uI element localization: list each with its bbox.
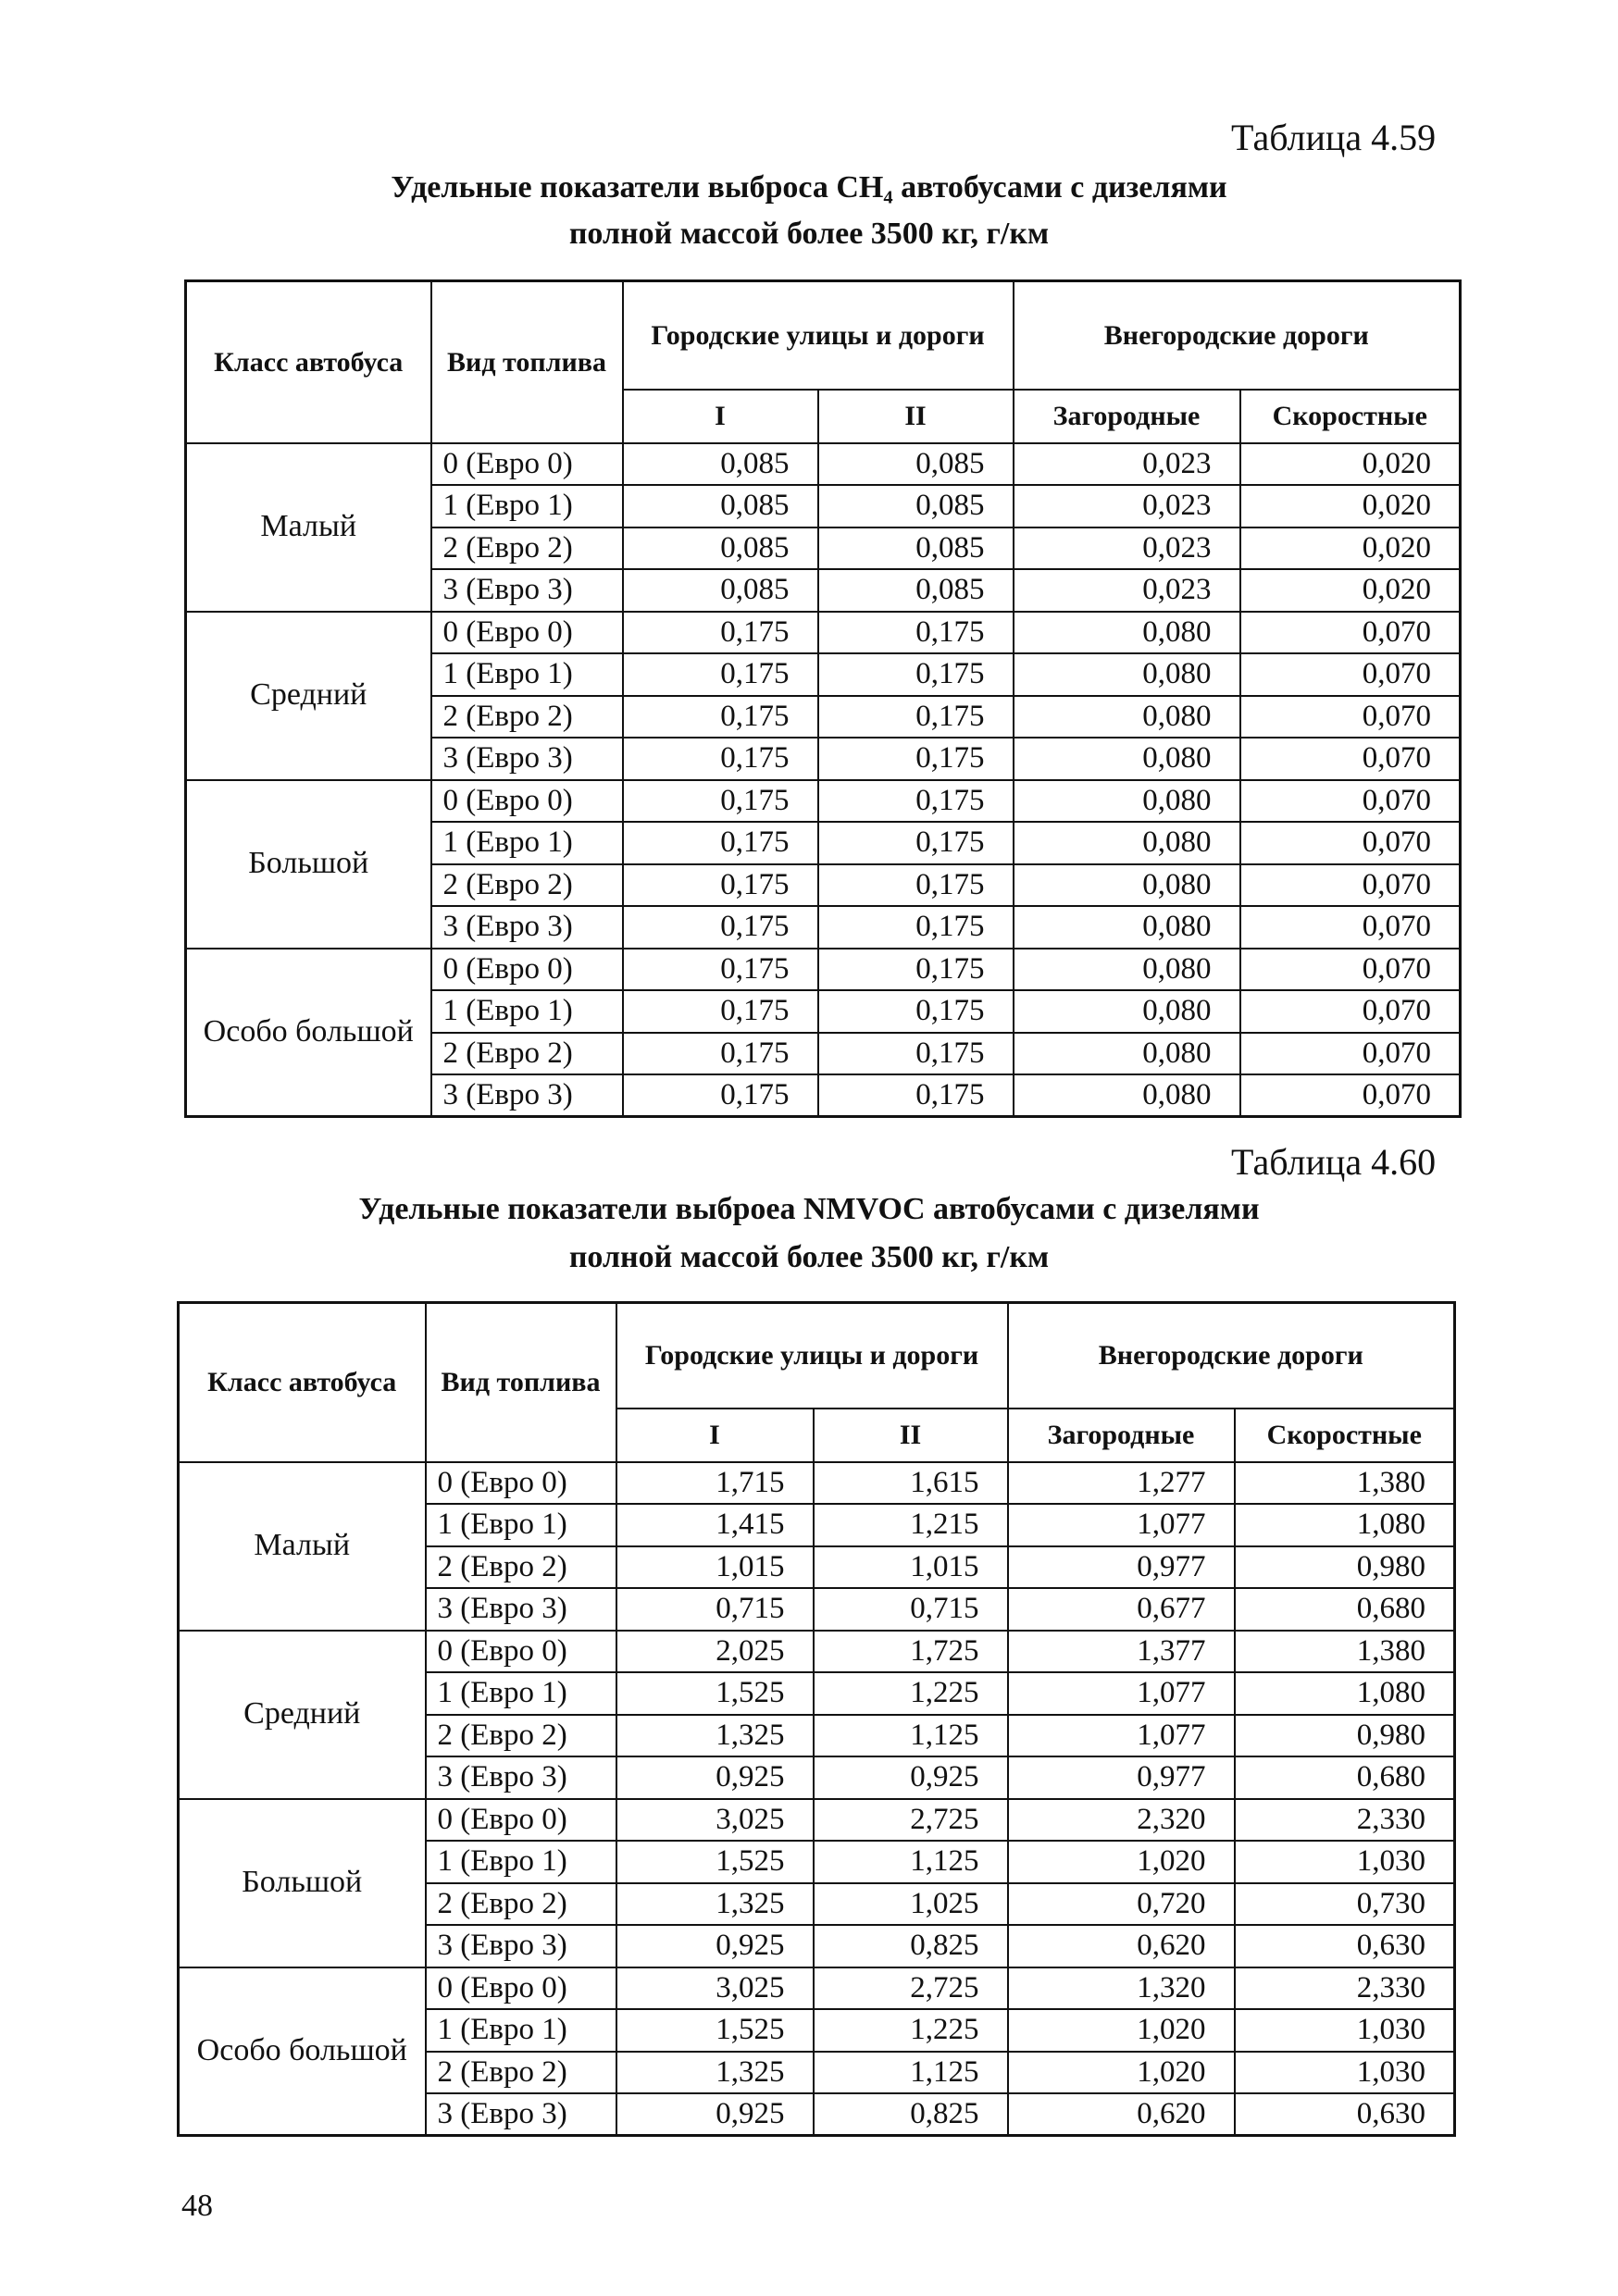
value-cell: 0,070 [1240,990,1461,1033]
fuel-type-cell: 2 (Евро 2) [426,1883,616,1926]
value-cell: 0,175 [623,949,818,991]
value-cell: 0,070 [1240,612,1461,654]
value-cell: 0,085 [818,527,1014,570]
value-cell: 0,070 [1240,696,1461,738]
fuel-type-cell: 3 (Евро 3) [431,738,623,780]
value-cell: 1,020 [1008,2009,1235,2052]
subheader-suburban: Загородные [1014,390,1240,443]
value-cell: 0,080 [1014,906,1240,949]
value-cell: 1,380 [1235,1462,1455,1505]
value-cell: 1,325 [616,1715,814,1757]
value-cell: 0,085 [623,485,818,527]
value-cell: 0,175 [818,1033,1014,1075]
value-cell: 0,175 [818,696,1014,738]
value-cell: 0,175 [623,696,818,738]
value-cell: 0,080 [1014,612,1240,654]
header-city: Городские улицы и дороги [623,281,1014,390]
value-cell: 1,277 [1008,1462,1235,1505]
value-cell: 0,175 [818,906,1014,949]
bus-class-cell: Особо большой [179,1967,426,2136]
fuel-type-cell: 1 (Евро 1) [426,1672,616,1715]
value-cell: 0,175 [623,780,818,823]
value-cell: 0,680 [1235,1756,1455,1799]
value-cell: 0,175 [818,949,1014,991]
value-cell: 0,175 [623,1033,818,1075]
value-cell: 0,080 [1014,780,1240,823]
fuel-type-cell: 1 (Евро 1) [431,485,623,527]
value-cell: 1,525 [616,2009,814,2052]
value-cell: 0,175 [818,864,1014,907]
value-cell: 0,175 [818,1074,1014,1117]
emission-table-ch4 [184,279,1462,1118]
value-cell: 0,175 [623,653,818,696]
value-cell: 0,080 [1014,1033,1240,1075]
value-cell: 0,925 [616,2093,814,2136]
value-cell: 0,085 [818,485,1014,527]
value-cell: 0,070 [1240,949,1461,991]
header-fuel: Вид топлива [431,281,623,443]
subheader-express: Скоростные [1240,390,1461,443]
fuel-type-cell: 1 (Евро 1) [431,990,623,1033]
table-title-line1: Удельные показатели выброса CH₄ автобусами с дизелями [391,170,1227,205]
table-label: Таблица 4.59 [1231,117,1437,158]
value-cell: 0,175 [818,738,1014,780]
value-cell: 1,225 [814,1672,1008,1715]
value-cell: 1,325 [616,1883,814,1926]
value-cell: 0,175 [818,612,1014,654]
header-intercity: Внегородские дороги [1008,1303,1455,1409]
value-cell: 1,377 [1008,1631,1235,1673]
header-class: Класс автобуса [179,1303,426,1462]
value-cell: 1,077 [1008,1672,1235,1715]
value-cell: 0,630 [1235,1925,1455,1967]
value-cell: 0,023 [1014,569,1240,612]
value-cell: 0,977 [1008,1756,1235,1799]
table-title-line1: Удельные показатели выброеа NMVOC автобусами с дизелями [358,1192,1260,1226]
fuel-type-cell: 2 (Евро 2) [431,1033,623,1075]
fuel-type-cell: 2 (Евро 2) [426,1715,616,1757]
value-cell: 0,175 [623,612,818,654]
emission-table-nmvoc [177,1301,1456,2137]
value-cell: 0,085 [623,569,818,612]
value-cell: 0,925 [616,1925,814,1967]
bus-class-cell: Большой [179,1799,426,1967]
value-cell: 0,020 [1240,443,1461,486]
value-cell: 1,125 [814,1841,1008,1883]
value-cell: 0,677 [1008,1588,1235,1631]
value-cell: 0,080 [1014,696,1240,738]
value-cell: 0,175 [623,864,818,907]
value-cell: 0,085 [623,527,818,570]
value-cell: 1,725 [814,1631,1008,1673]
value-cell: 0,730 [1235,1883,1455,1926]
value-cell: 2,330 [1235,1799,1455,1842]
value-cell: 1,415 [616,1504,814,1546]
fuel-type-cell: 2 (Евро 2) [426,2052,616,2094]
bus-class-cell: Средний [179,1631,426,1799]
value-cell: 0,175 [818,990,1014,1033]
table-row [179,1631,1455,1673]
value-cell: 0,175 [623,906,818,949]
value-cell: 0,080 [1014,738,1240,780]
value-cell: 0,715 [814,1588,1008,1631]
value-cell: 1,325 [616,2052,814,2094]
value-cell: 1,015 [616,1546,814,1589]
bus-class-cell: Малый [186,443,431,612]
value-cell: 0,020 [1240,485,1461,527]
bus-class-cell: Средний [186,612,431,780]
value-cell: 0,070 [1240,822,1461,864]
table-row [186,949,1461,991]
value-cell: 2,725 [814,1967,1008,2010]
value-cell: 2,330 [1235,1967,1455,2010]
table-row [186,780,1461,823]
fuel-type-cell: 0 (Евро 0) [431,443,623,486]
value-cell: 1,030 [1235,2052,1455,2094]
value-cell: 1,020 [1008,1841,1235,1883]
value-cell: 0,175 [623,822,818,864]
value-cell: 1,715 [616,1462,814,1505]
value-cell: 0,070 [1240,780,1461,823]
value-cell: 1,080 [1235,1672,1455,1715]
value-cell: 1,225 [814,2009,1008,2052]
fuel-type-cell: 1 (Евро 1) [431,653,623,696]
value-cell: 0,070 [1240,738,1461,780]
fuel-type-cell: 3 (Евро 3) [426,2093,616,2136]
subheader-i: I [616,1409,814,1462]
subheader-ii: II [814,1409,1008,1462]
table-title-line2: полной массой более 3500 кг, г/км [568,1240,1050,1274]
subheader-ii: II [818,390,1014,443]
value-cell: 0,680 [1235,1588,1455,1631]
table-row [186,443,1461,486]
value-cell: 0,080 [1014,990,1240,1033]
fuel-type-cell: 0 (Евро 0) [431,949,623,991]
fuel-type-cell: 0 (Евро 0) [431,612,623,654]
value-cell: 1,015 [814,1546,1008,1589]
value-cell: 0,825 [814,2093,1008,2136]
fuel-type-cell: 0 (Евро 0) [426,1967,616,2010]
fuel-type-cell: 0 (Евро 0) [431,780,623,823]
table-title-line2: полной массой более 3500 кг, г/км [568,217,1050,251]
subheader-suburban: Загородные [1008,1409,1235,1462]
value-cell: 0,715 [616,1588,814,1631]
fuel-type-cell: 0 (Евро 0) [426,1631,616,1673]
value-cell: 0,070 [1240,1074,1461,1117]
table-row [186,612,1461,654]
value-cell: 0,023 [1014,485,1240,527]
value-cell: 0,720 [1008,1883,1235,1926]
table-row [179,1462,1455,1505]
value-cell: 0,020 [1240,527,1461,570]
value-cell: 1,080 [1235,1504,1455,1546]
value-cell: 0,070 [1240,1033,1461,1075]
header-intercity: Внегородские дороги [1014,281,1461,390]
value-cell: 0,175 [818,822,1014,864]
fuel-type-cell: 3 (Евро 3) [431,906,623,949]
fuel-type-cell: 2 (Евро 2) [431,527,623,570]
value-cell: 0,070 [1240,906,1461,949]
value-cell: 0,080 [1014,1074,1240,1117]
fuel-type-cell: 3 (Евро 3) [426,1925,616,1967]
bus-class-cell: Малый [179,1462,426,1631]
fuel-type-cell: 3 (Евро 3) [426,1588,616,1631]
value-cell: 1,025 [814,1883,1008,1926]
value-cell: 3,025 [616,1967,814,2010]
value-cell: 3,025 [616,1799,814,1842]
value-cell: 0,080 [1014,949,1240,991]
fuel-type-cell: 2 (Евро 2) [431,864,623,907]
value-cell: 0,620 [1008,2093,1235,2136]
value-cell: 1,125 [814,2052,1008,2094]
value-cell: 1,030 [1235,1841,1455,1883]
value-cell: 1,380 [1235,1631,1455,1673]
fuel-type-cell: 2 (Евро 2) [426,1546,616,1589]
fuel-type-cell: 1 (Евро 1) [426,2009,616,2052]
fuel-type-cell: 0 (Евро 0) [426,1462,616,1505]
value-cell: 1,077 [1008,1715,1235,1757]
value-cell: 0,825 [814,1925,1008,1967]
fuel-type-cell: 3 (Евро 3) [431,1074,623,1117]
value-cell: 0,175 [623,1074,818,1117]
value-cell: 0,925 [616,1756,814,1799]
value-cell: 0,080 [1014,653,1240,696]
value-cell: 0,630 [1235,2093,1455,2136]
bus-class-cell: Особо большой [186,949,431,1117]
value-cell: 2,025 [616,1631,814,1673]
value-cell: 1,320 [1008,1967,1235,2010]
value-cell: 0,070 [1240,864,1461,907]
value-cell: 0,175 [623,990,818,1033]
value-cell: 2,725 [814,1799,1008,1842]
fuel-type-cell: 1 (Евро 1) [431,822,623,864]
value-cell: 0,620 [1008,1925,1235,1967]
table-row [179,1799,1455,1842]
value-cell: 0,020 [1240,569,1461,612]
value-cell: 0,977 [1008,1546,1235,1589]
fuel-type-cell: 1 (Евро 1) [426,1841,616,1883]
value-cell: 0,925 [814,1756,1008,1799]
value-cell: 0,080 [1014,822,1240,864]
value-cell: 0,980 [1235,1715,1455,1757]
fuel-type-cell: 0 (Евро 0) [426,1799,616,1842]
value-cell: 1,077 [1008,1504,1235,1546]
fuel-type-cell: 3 (Евро 3) [431,569,623,612]
value-cell: 1,525 [616,1672,814,1715]
value-cell: 0,070 [1240,653,1461,696]
table-label: Таблица 4.60 [1231,1141,1437,1183]
value-cell: 1,615 [814,1462,1008,1505]
bus-class-cell: Большой [186,780,431,949]
header-fuel: Вид топлива [426,1303,616,1462]
fuel-type-cell: 1 (Евро 1) [426,1504,616,1546]
value-cell: 0,085 [818,569,1014,612]
header-city: Городские улицы и дороги [616,1303,1008,1409]
value-cell: 1,125 [814,1715,1008,1757]
value-cell: 1,215 [814,1504,1008,1546]
value-cell: 1,020 [1008,2052,1235,2094]
fuel-type-cell: 3 (Евро 3) [426,1756,616,1799]
value-cell: 0,085 [818,443,1014,486]
value-cell: 0,085 [623,443,818,486]
table-row [179,1967,1455,2010]
value-cell: 0,080 [1014,864,1240,907]
value-cell: 0,175 [818,780,1014,823]
header-class: Класс автобуса [186,281,431,443]
subheader-express: Скоростные [1235,1409,1455,1462]
subheader-i: I [623,390,818,443]
value-cell: 0,980 [1235,1546,1455,1589]
value-cell: 0,023 [1014,443,1240,486]
value-cell: 0,175 [623,738,818,780]
value-cell: 2,320 [1008,1799,1235,1842]
value-cell: 0,023 [1014,527,1240,570]
value-cell: 1,525 [616,1841,814,1883]
page-number: 48 [181,2189,213,2223]
value-cell: 0,175 [818,653,1014,696]
value-cell: 1,030 [1235,2009,1455,2052]
fuel-type-cell: 2 (Евро 2) [431,696,623,738]
